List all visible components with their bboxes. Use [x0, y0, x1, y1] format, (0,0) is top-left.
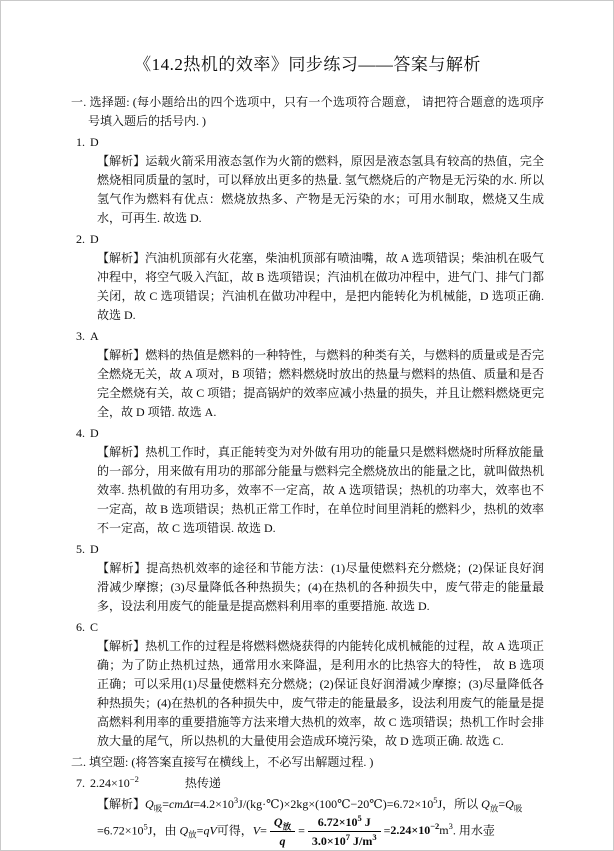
question-number: 7.: [76, 776, 85, 790]
question-4-answer-line: [76, 424, 544, 443]
question-answer: C: [90, 620, 99, 634]
section-2-header: 二. 填空题: (将答案直接写在横线上，不必写出解题过程. ): [71, 755, 374, 769]
text-from: J，由: [147, 823, 180, 838]
text-continuation: . 用水壶: [452, 823, 495, 838]
value-heat: =6.72×10: [97, 823, 144, 838]
fraction-numerator: $6.72\times 10^5$ J: [308, 814, 381, 832]
question-7-block: [71, 774, 544, 849]
question-1-analysis: [97, 152, 544, 228]
question-1-answer-line: [76, 133, 544, 152]
analysis-label: 【解析】: [97, 445, 146, 459]
question-6-answer-line: [76, 618, 544, 637]
question-2-analysis: [97, 249, 544, 325]
question-4-block: [71, 424, 544, 538]
analysis-label: 【解析】: [97, 639, 146, 653]
fraction-numeric: [308, 814, 381, 849]
equals-sign: =: [196, 823, 204, 838]
question-number: 1.: [76, 135, 85, 149]
equals-sign: =: [498, 797, 506, 811]
analysis-label: 【解析】: [97, 154, 146, 168]
question-3-analysis: [97, 346, 544, 422]
question-4-analysis: [97, 443, 544, 538]
result-value: $2.24\times 10^{-2}$: [390, 821, 440, 838]
subscript-absorb: 吸: [513, 803, 523, 814]
question-answer: D: [90, 232, 99, 246]
fraction-denominator: q: [279, 834, 286, 848]
question-number: 6.: [76, 620, 85, 634]
text-therefore: J，所以: [437, 797, 482, 811]
question-7-analysis: [97, 795, 544, 849]
question-number: 2.: [76, 232, 85, 246]
question-5-analysis: [97, 559, 544, 616]
question-5-block: [71, 540, 544, 616]
answer-exponent: −2: [129, 774, 139, 784]
value-specific-heat: =4.2×10: [193, 797, 234, 811]
question-7-answer-line: [76, 774, 544, 793]
subscript-release: 放: [489, 803, 499, 814]
question-3-block: [71, 327, 544, 422]
question-answer-blank2: 热传递: [184, 776, 221, 790]
symbol-cmdt: cmΔt: [168, 797, 194, 811]
answer-mantissa: 2.24×10: [90, 776, 130, 790]
analysis-text: 运载火箭采用液态氢作为火箭的燃料，原因是液态氢具有较高的热值，完全燃烧相同质量的氢时，可以释放出更多的热量. 氢气燃烧后的产物是无污染的水. 所以氢气作为燃料有优点：燃烧放热多、产物是无污染的水；可用水制取，燃烧又生成水，可再生. 故选 D.: [97, 154, 544, 225]
question-number: 5.: [76, 542, 85, 556]
question-5-answer-line: [76, 540, 544, 559]
question-answer: D: [90, 135, 99, 149]
analysis-label: 【解析】: [97, 348, 146, 362]
equals-sign: =: [260, 823, 267, 838]
question-6-analysis: [97, 637, 544, 751]
exponent-3: 3: [233, 795, 239, 805]
question-answer: D: [90, 426, 99, 440]
analysis-text: 提高热机效率的途径和节能方法：(1)尽量使燃料充分燃烧；(2)保证良好润滑减少摩擦；(3)尽量降低各种热损失；(4)在热机的各种损失中，废气带走的能量最多，设法利用废气的能量是提高燃料利用率的重要措施. 故选 D.: [97, 561, 544, 613]
text-obtain: 可得，: [216, 823, 253, 838]
question-answer-value: [90, 776, 139, 790]
symbol-V: V: [252, 823, 261, 838]
question-number: 3.: [76, 329, 85, 343]
analysis-text: 热机工作时，真正能转变为对外做有用功的能量只是燃料燃烧时所释放能量的一部分，用来做有用功的那部分能量与燃料完全燃烧放出的能量之比，就叫做热机效率. 热机做的有用功多，效率不一定高，故 A 选项错误；热机的功率大，效率也不一定高，故 B 选项错误；热机正常工作时，在单位时间里消耗的燃料少，热机的效率不一定高，故 C 选项错误. 故选 D.: [97, 445, 544, 535]
result-unit: $m^3$: [439, 821, 453, 838]
symbol-Q-released: Q: [179, 823, 189, 838]
question-number: 4.: [76, 426, 85, 440]
equals-sign: =: [298, 823, 305, 838]
analysis-label: 【解析】: [97, 797, 146, 811]
subscript-release: 放: [188, 829, 197, 840]
analysis-text: 汽油机顶部有火花塞，柴油机顶部有喷油嘴，故 A 选项错误；柴油机在吸气冲程中，将空气吸入汽缸，故 B 选项错误；汽油机在做功冲程中，进气门、排气门都关闭，故 C 选项错误；汽油机在做功冲程中，是把内能转化为机械能，D 选项正确. 故选 D.: [97, 251, 544, 322]
analysis-text: 燃料的热值是燃料的一种特性，与燃料的种类有关，与燃料的质量或是否完全燃烧无关，故 A 项对，B 项错；燃料燃烧时放出的热量与燃料的热值、质量和是否完全燃烧有关，故 C 项错；提高锅炉的效率应减小热量的损失，并且让燃料燃烧更完全，故 D 项错. 故选 A.: [97, 348, 544, 419]
question-answer: A: [90, 329, 99, 343]
section-1-header: 一. 选择题: (每小题给出的四个选项中，只有一个选项符合题意， 请把符合题意的选项序号填入题后的括号内. ): [71, 95, 544, 128]
fraction-denominator: $3.0\times 10^7$ $J/m^3$: [311, 832, 377, 848]
question-3-answer-line: [76, 327, 544, 346]
analysis-label: 【解析】: [97, 251, 146, 265]
fraction-Q-over-q: [270, 814, 295, 849]
question-1-block: [71, 133, 544, 228]
question-6-block: [71, 618, 544, 751]
symbol-qV: qV: [203, 823, 217, 838]
subscript-absorb: 吸: [153, 803, 163, 814]
calc-expression: J/(kg·℃)×2kg×(100℃−20℃)=6.72×10: [238, 797, 434, 811]
equals-sign: =: [383, 823, 391, 838]
exponent-5: 5: [143, 821, 148, 832]
equals-sign: =: [162, 797, 169, 811]
exponent-5: 5: [433, 795, 438, 805]
page-title: 《14.2热机的效率》同步练习——答案与解析: [134, 55, 481, 74]
question-answer: D: [90, 542, 99, 556]
question-2-answer-line: [76, 230, 544, 249]
question-2-block: [71, 230, 544, 325]
symbol-Q-released: Q: [481, 797, 490, 811]
symbol-Q-absorbed: Q: [505, 797, 514, 811]
fraction-numerator: $Q_放$: [270, 814, 295, 832]
analysis-label: 【解析】: [97, 561, 147, 575]
symbol-Q-absorbed: Q: [145, 797, 154, 811]
analysis-text: 热机工作的过程是将燃料燃烧获得的内能转化成机械能的过程，故 A 选项正确；为了防止热机过热，通常用水来降温，是利用水的比热容大的特性， 故 B 选项正确；可以采用(1)尽量使燃料充分燃烧；(2)保证良好润滑减少摩擦；(3)尽量降低各种热损失；(4)在热机的各种损失中，废气带走的能量最多，设法利用废气的能量是提高燃料利用率的重要措施等方法来增大热机的效率，故 C 选项错误；热机工作时会排放大量的尾气，所以热机的大量使用会造成环境污染，故 D 选项正确. 故选 C.: [97, 639, 544, 748]
